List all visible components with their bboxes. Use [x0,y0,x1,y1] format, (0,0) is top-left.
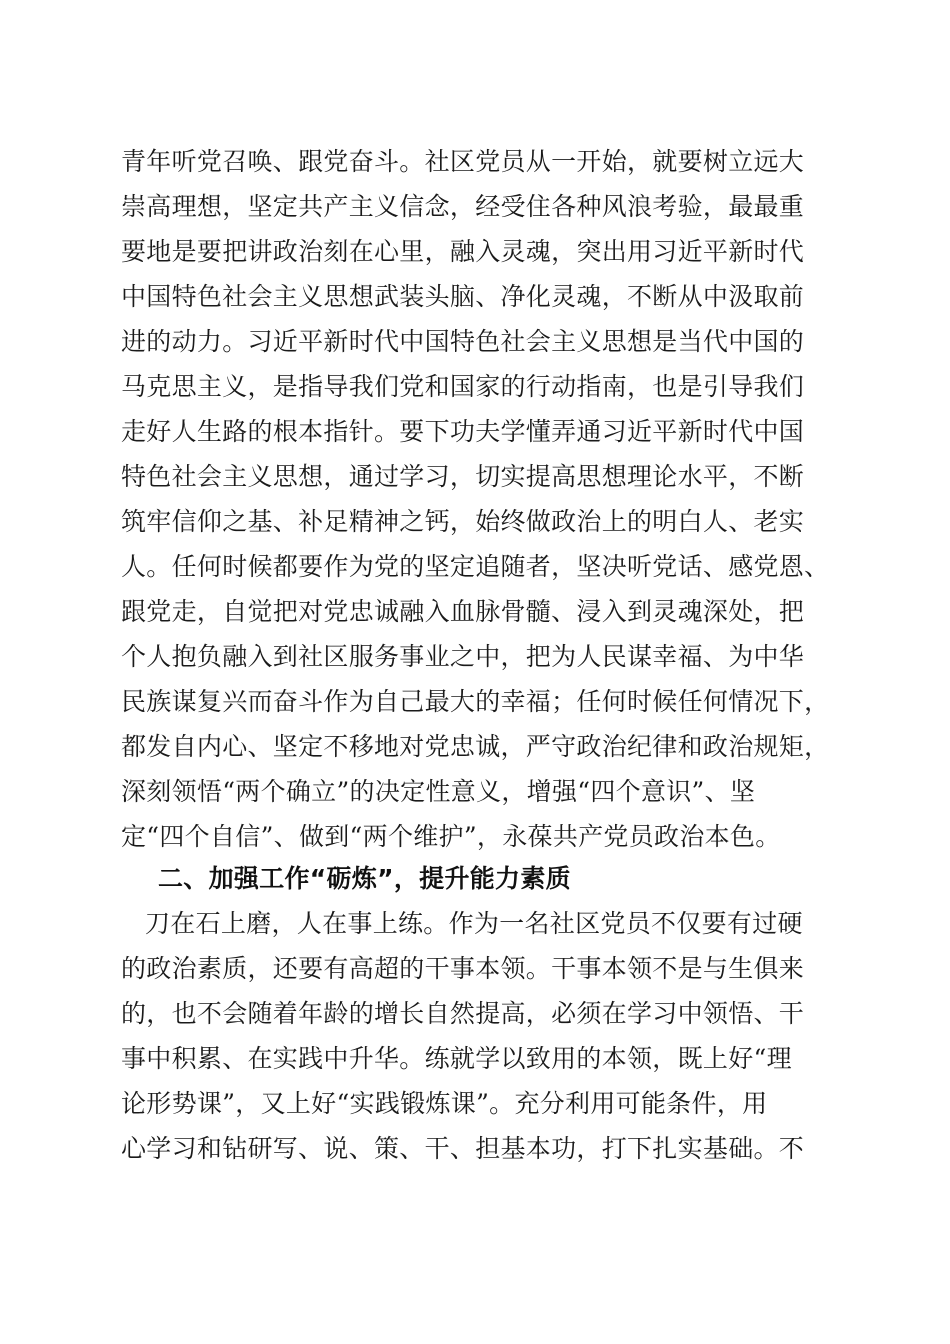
paragraph-line: 崇高理想，坚定共产主义信念，经受住各种风浪考验，最最重 [121,192,805,221]
paragraph-line: 跟党走，自觉把对党忠诚融入血脉骨髓、浸入到灵魂深处，把 [121,597,805,626]
section-heading: 二、加强工作“砺炼”，提升能力素质 [158,864,571,893]
paragraph-line: 进的动力。习近平新时代中国特色社会主义思想是当代中国的 [121,327,805,356]
paragraph-line: 事中积累、在实践中升华。练就学以致用的本领，既上好“理 [121,1044,792,1073]
paragraph-line: 青年听党召唤、跟党奋斗。社区党员从一开始，就要树立远大 [121,147,805,176]
paragraph-line: 深刻领悟“两个确立”的决定性意义，增强“四个意识”、坚 [121,777,756,806]
paragraph-line: 马克思主义，是指导我们党和国家的行动指南，也是引导我们 [121,372,805,401]
paragraph-line: 定“四个自信”、做到“两个维护”，永葆共产党员政治本色。 [121,822,781,851]
paragraph-line: 中国特色社会主义思想武装头脑、净化灵魂，不断从中汲取前 [121,282,805,311]
paragraph-line: 刀在石上磨，人在事上练。作为一名社区党员不仅要有过硬 [145,909,803,938]
paragraph-line: 走好人生路的根本指针。要下功夫学懂弄通习近平新时代中国 [121,417,805,446]
paragraph-line: 个人抱负融入到社区服务事业之中，把为人民谋幸福、为中华 [121,642,805,671]
paragraph-line: 人。任何时候都要作为党的坚定追随者，坚决听党话、感党恩、 [121,552,830,581]
paragraph-line: 论形势课”，又上好“实践锻炼课”。充分利用可能条件，用 [121,1089,768,1118]
paragraph-line: 都发自内心、坚定不移地对党忠诚，严守政治纪律和政治规矩， [121,732,830,761]
paragraph-line: 民族谋复兴而奋斗作为自己最大的幸福；任何时候任何情况下， [121,687,830,716]
paragraph-line: 心学习和钻研写、说、策、干、担基本功，打下扎实基础。不 [121,1134,805,1163]
paragraph-line: 的政治素质，还要有高超的干事本领。干事本领不是与生俱来 [121,954,805,983]
paragraph-line: 筑牢信仰之基、补足精神之钙，始终做政治上的明白人、老实 [121,507,805,536]
paragraph-line: 的，也不会随着年龄的增长自然提高，必须在学习中领悟、干 [121,999,805,1028]
paragraph-line: 要地是要把讲政治刻在心里，融入灵魂，突出用习近平新时代 [121,237,805,266]
paragraph-line: 特色社会主义思想，通过学习，切实提高思想理论水平，不断 [121,462,805,491]
